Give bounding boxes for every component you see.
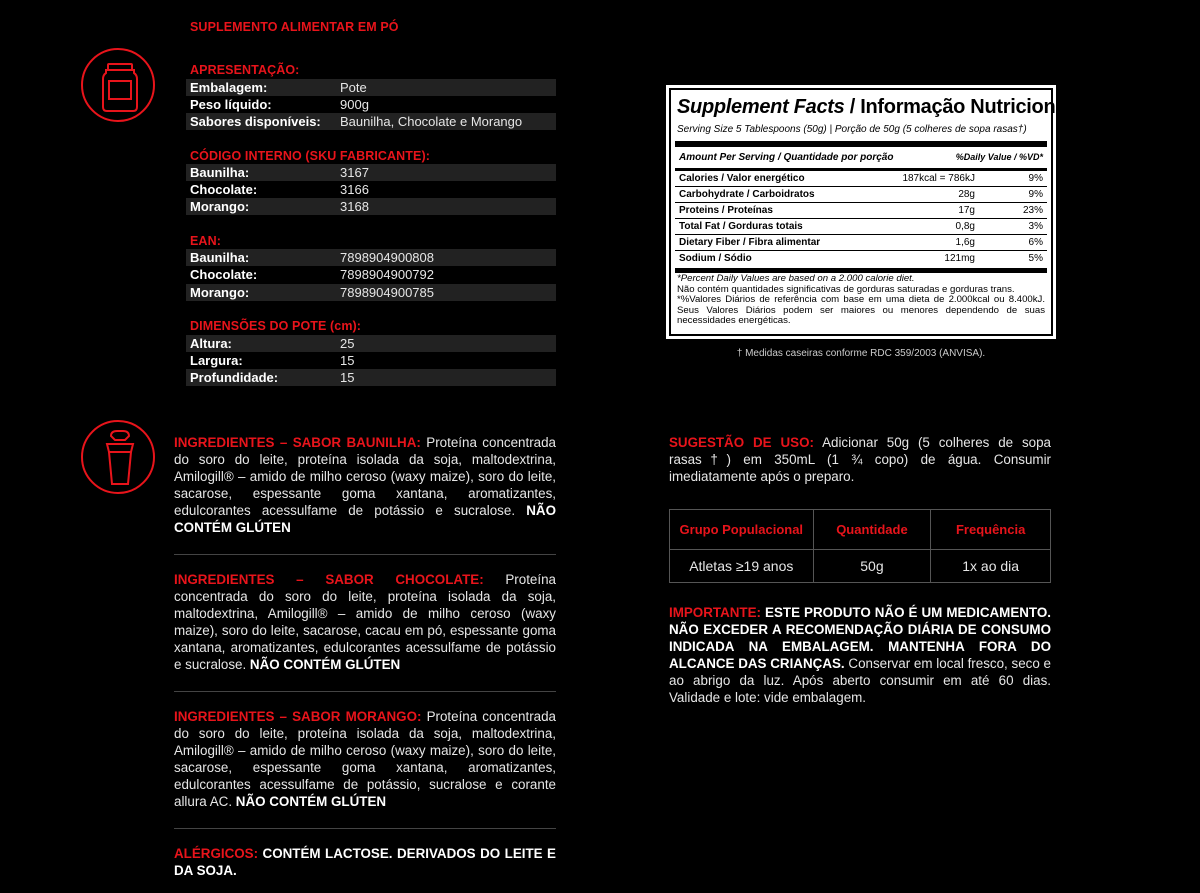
ingredients-heading: INGREDIENTES – SABOR MORANGO: (174, 709, 422, 724)
spec-row (186, 79, 556, 96)
column-header: Quantidade (813, 510, 931, 550)
usage-heading: SUGESTÃO DE USO: (669, 435, 814, 450)
important-warning: ESTE PRODUTO NÃO É UM MEDICAMENTO. NÃO EXCEDER A RECOMENDAÇÃO DIÁRIA DE CONSUMO INDICADA NA EMBALAGEM. MANTENHA FORA DO ALCANCE DAS CRIANÇAS. (669, 605, 1051, 672)
nutrient-amount: 121mg (944, 253, 975, 264)
spec-key: Chocolate: (190, 267, 258, 282)
nutrient-name: Carbohydrate / Carboidratos (679, 189, 815, 200)
shaker-icon-circle (81, 420, 155, 494)
divider (174, 828, 556, 829)
spec-key: Profundidade: (190, 370, 279, 385)
usage-table-header (670, 510, 1051, 550)
divider (174, 554, 556, 555)
spec-row (186, 249, 556, 266)
footnote: *Percent Daily Values are based on a 2.000 calorie diet. (677, 273, 915, 284)
spec-key: Baunilha: (190, 165, 250, 180)
sku-title: CÓDIGO INTERNO (SKU FABRICANTE): (190, 149, 430, 163)
jar-icon-circle (81, 48, 155, 122)
spec-value: Pote (340, 80, 367, 95)
table-cell: Atletas ≥19 anos (670, 550, 814, 583)
ingredients-vanilla (174, 434, 556, 537)
table-row (670, 550, 1051, 583)
spec-key: Baunilha: (190, 250, 250, 265)
gluten-free-note: NÃO CONTÉM GLÚTEN (174, 503, 556, 536)
nutrient-amount: 17g (958, 205, 975, 216)
nutrient-amount: 1,6g (955, 237, 975, 248)
important-notice (669, 604, 1051, 707)
nutrient-dv: 9% (1028, 189, 1043, 200)
nutrient-row (675, 219, 1047, 235)
nutrient-row (675, 171, 1047, 187)
column-header: Grupo Populacional (670, 510, 814, 550)
spec-value: 900g (340, 97, 369, 112)
facts-title (677, 96, 1071, 119)
nutrient-amount: 28g (958, 189, 975, 200)
spec-row (186, 96, 556, 113)
facts-title-separator: / (844, 96, 861, 118)
footnote: Não contém quantidades significativas de gorduras saturadas e gorduras trans. (677, 283, 1015, 295)
nutrient-name: Total Fat / Gorduras totais (679, 221, 803, 232)
allergens-text: CONTÉM LACTOSE. DERIVADOS DO LEITE E DA SOJA. (174, 846, 556, 879)
nutrient-name: Dietary Fiber / Fibra alimentar (679, 237, 821, 248)
spec-key: Altura: (190, 336, 232, 351)
spec-row (186, 369, 556, 386)
daily-value-label: %Daily Value / %VD* (955, 152, 1043, 162)
facts-thick-rule (675, 141, 1047, 147)
product-type-label: SUPLEMENTO ALIMENTAR EM PÓ (190, 20, 399, 34)
nutrient-dv: 6% (1028, 237, 1043, 248)
facts-header-row (675, 152, 1047, 167)
nutrient-dv: 9% (1028, 173, 1043, 184)
facts-title-pt: Informação Nutricional (860, 96, 1072, 118)
spec-value: 7898904900785 (340, 285, 434, 300)
spec-row (186, 335, 556, 352)
spec-key: Morango: (190, 285, 250, 300)
spec-key: Sabores disponíveis: (190, 114, 321, 129)
usage-suggestion (669, 434, 1051, 485)
nutrient-row (675, 187, 1047, 203)
spec-key: Embalagem: (190, 80, 268, 95)
nutrition-facts-panel (669, 88, 1072, 336)
amount-per-serving-label: Amount Per Serving / Quantidade por porção (679, 152, 894, 163)
spec-key: Largura: (190, 353, 243, 368)
nutrient-row (675, 235, 1047, 251)
column-header: Frequência (931, 510, 1051, 550)
spec-row (186, 113, 556, 130)
facts-title-en: Supplement Facts (677, 96, 845, 118)
nutrient-dv: 5% (1028, 253, 1043, 264)
nutrient-name: Calories / Valor energético (679, 173, 805, 184)
spec-value: 7898904900808 (340, 250, 434, 265)
gluten-free-note: NÃO CONTÉM GLÚTEN (235, 794, 387, 810)
allergens (174, 845, 556, 879)
ingredients-text: Proteína concentrada do soro do leite, proteína isolada da soja, maltodextrina, Amilogill® – amido de milho ceroso (waxy maize), soro do leite, sacarose, espessante goma xantana, aromatizantes, edulcorantes acessulfame de potássio e sucralose. (174, 435, 556, 519)
spec-row (186, 266, 556, 283)
gluten-free-note: NÃO CONTÉM GLÚTEN (249, 657, 401, 673)
footnote: *%Valores Diários de referência com base em uma dieta de 2.000kcal ou 8.400kJ. Seus Valores Diários podem ser maiores ou menores dependendo de suas necessidades energéticas. (677, 294, 1045, 327)
spec-value: 15 (340, 370, 355, 385)
jar-icon (83, 50, 157, 124)
nutrient-amount: 187kcal = 786kJ (902, 173, 975, 184)
spec-row (186, 352, 556, 369)
serving-size: Serving Size 5 Tablespoons (50g) | Porção de 50g (5 colheres de sopa rasas†) (677, 124, 1027, 135)
facts-footnotes (677, 274, 1045, 327)
spec-value: 7898904900792 (340, 267, 434, 282)
nutrient-amount: 0,8g (955, 221, 975, 232)
important-text: Conservar em local fresco, seco e ao abrigo da luz. Após aberto consumir em até 60 dias. Validade e lote: vide embalagem. (669, 656, 1051, 706)
nutrient-row (675, 251, 1047, 267)
divider (174, 691, 556, 692)
spec-key: Peso líquido: (190, 97, 272, 112)
usage-table (669, 509, 1051, 583)
usage-text: Adicionar 50g (5 colheres de sopa rasas†) em 350mL (1 ¾ copo) de água. Consumir imediatamente após o preparo. (669, 435, 1051, 485)
spec-value: 25 (340, 336, 355, 351)
ingredients-strawberry (174, 708, 556, 811)
shaker-icon (83, 422, 157, 496)
spec-row (186, 198, 556, 215)
nutrient-name: Sodium / Sódio (679, 253, 752, 264)
spec-key: Chocolate: (190, 182, 258, 197)
table-cell: 1x ao dia (931, 550, 1051, 583)
dimensions-title: DIMENSÕES DO POTE (cm): (190, 319, 362, 333)
spec-row (186, 284, 556, 301)
spec-value: 3166 (340, 182, 369, 197)
ingredients-text: Proteína concentrada do soro do leite, proteína isolada da soja, maltodextrina, Amilogill® – amido de milho ceroso (waxy maize), soro do leite, sacarose, espessante goma xantana, aromatizantes, edulcorantes acessulfame de potássio, sucralose e corante allura AC. (174, 709, 556, 810)
spec-value: Baunilha, Chocolate e Morango (340, 114, 523, 129)
spec-row (186, 181, 556, 198)
ean-title: EAN: (190, 234, 221, 248)
spec-value: 15 (340, 353, 355, 368)
ingredients-heading: INGREDIENTES – SABOR BAUNILHA: (174, 435, 421, 450)
household-measures-note: † Medidas caseiras conforme RDC 359/2003 (ANVISA). (736, 348, 986, 359)
spec-key: Morango: (190, 199, 250, 214)
nutrient-dv: 23% (1022, 205, 1043, 216)
ingredients-chocolate (174, 571, 556, 674)
spec-row (186, 164, 556, 181)
allergens-heading: ALÉRGICOS: (174, 846, 259, 861)
ingredients-text: Proteína concentrada do soro do leite, proteína isolada da soja, maltodextrina, Amilogill® – amido de milho ceroso (waxy maize), soro do leite, sacarose, cacau em pó, espessante goma xantana, aromatizantes, edulcorantes acessulfame de potássio e sucralose. (174, 572, 556, 673)
nutrient-row (675, 203, 1047, 219)
nutrient-name: Proteins / Proteínas (679, 205, 773, 216)
spec-value: 3167 (340, 165, 369, 180)
table-cell: 50g (813, 550, 931, 583)
nutrient-dv: 3% (1028, 221, 1043, 232)
important-heading: IMPORTANTE: (669, 605, 761, 620)
spec-value: 3168 (340, 199, 369, 214)
presentation-title: APRESENTAÇÃO: (190, 63, 300, 77)
ingredients-heading: INGREDIENTES – SABOR CHOCOLATE: (174, 572, 484, 587)
